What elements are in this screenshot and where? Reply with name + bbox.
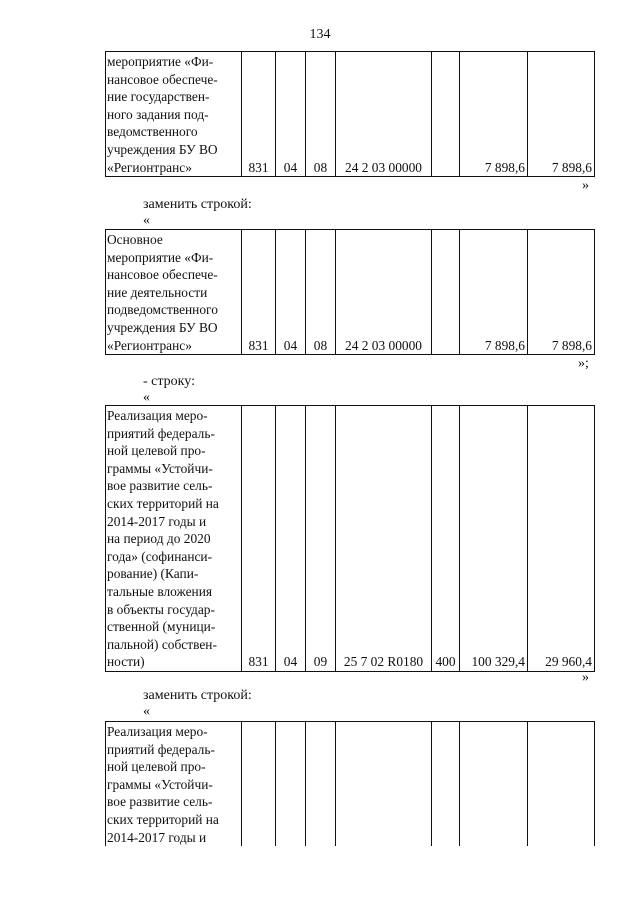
section-code: 04 <box>276 230 306 355</box>
amount-1: 100 329,4 <box>460 406 528 672</box>
amount-1: 7 898,6 <box>460 52 528 177</box>
ministry-code: 831 <box>242 406 276 672</box>
closing-quote: » <box>582 670 589 685</box>
section-code: 04 <box>276 406 306 672</box>
opening-quote: « <box>143 213 150 228</box>
expense-type <box>432 230 460 355</box>
target-article: 24 2 03 00000 <box>336 230 432 355</box>
target-article <box>336 722 432 847</box>
subsection-code <box>306 722 336 847</box>
row-name: Основное мероприятие «Фи- нансовое обеспече- ние деятельности подведомственного учреждения БУ ВО «Регионтранс» <box>106 230 242 355</box>
opening-quote: « <box>143 704 150 719</box>
ministry-code: 831 <box>242 230 276 355</box>
expense-type: 400 <box>432 406 460 672</box>
section-code: 04 <box>276 52 306 177</box>
section-code <box>276 722 306 847</box>
ministry-code <box>242 722 276 847</box>
budget-table-old-row-1 <box>105 51 595 177</box>
amount-2: 29 960,4 <box>528 406 595 672</box>
row-name: мероприятие «Фи- нансовое обеспече- ние государствен- ного задания под- ведомственного учреждения БУ ВО «Регионтранс» <box>106 52 242 177</box>
row-instruction: - строку: <box>143 374 195 389</box>
budget-table-old-row-2 <box>105 405 595 672</box>
amount-1 <box>460 722 528 847</box>
closing-quote: »; <box>578 356 589 371</box>
table-row <box>106 230 595 355</box>
page-number: 134 <box>309 27 331 42</box>
replace-instruction: заменить строкой: <box>143 688 252 703</box>
table-row <box>106 722 595 847</box>
replace-instruction: заменить строкой: <box>143 197 252 212</box>
budget-table-new-row-1 <box>105 229 595 355</box>
subsection-code: 08 <box>306 52 336 177</box>
subsection-code: 09 <box>306 406 336 672</box>
amount-2: 7 898,6 <box>528 230 595 355</box>
target-article: 24 2 03 00000 <box>336 52 432 177</box>
subsection-code: 08 <box>306 230 336 355</box>
target-article: 25 7 02 R0180 <box>336 406 432 672</box>
amount-1: 7 898,6 <box>460 230 528 355</box>
expense-type <box>432 52 460 177</box>
amount-2 <box>528 722 595 847</box>
budget-table-new-row-2 <box>105 721 595 846</box>
closing-quote: » <box>582 178 589 193</box>
table-row <box>106 406 595 672</box>
table-row <box>106 52 595 177</box>
amount-2: 7 898,6 <box>528 52 595 177</box>
row-name: Реализация меро- приятий федераль- ной целевой про- граммы «Устойчи- вое развитие сель- ских территорий на 2014-2017 годы и на период до 2020 года» (софинанси- рование) (Капи- тальные вложения в объекты государ- ственной (муници- пальной) собствен- ности) <box>106 406 242 672</box>
opening-quote: « <box>143 390 150 405</box>
expense-type <box>432 722 460 847</box>
ministry-code: 831 <box>242 52 276 177</box>
row-name: Реализация меро- приятий федераль- ной целевой про- граммы «Устойчи- вое развитие сель- ских территорий на 2014-2017 годы и <box>106 722 242 847</box>
